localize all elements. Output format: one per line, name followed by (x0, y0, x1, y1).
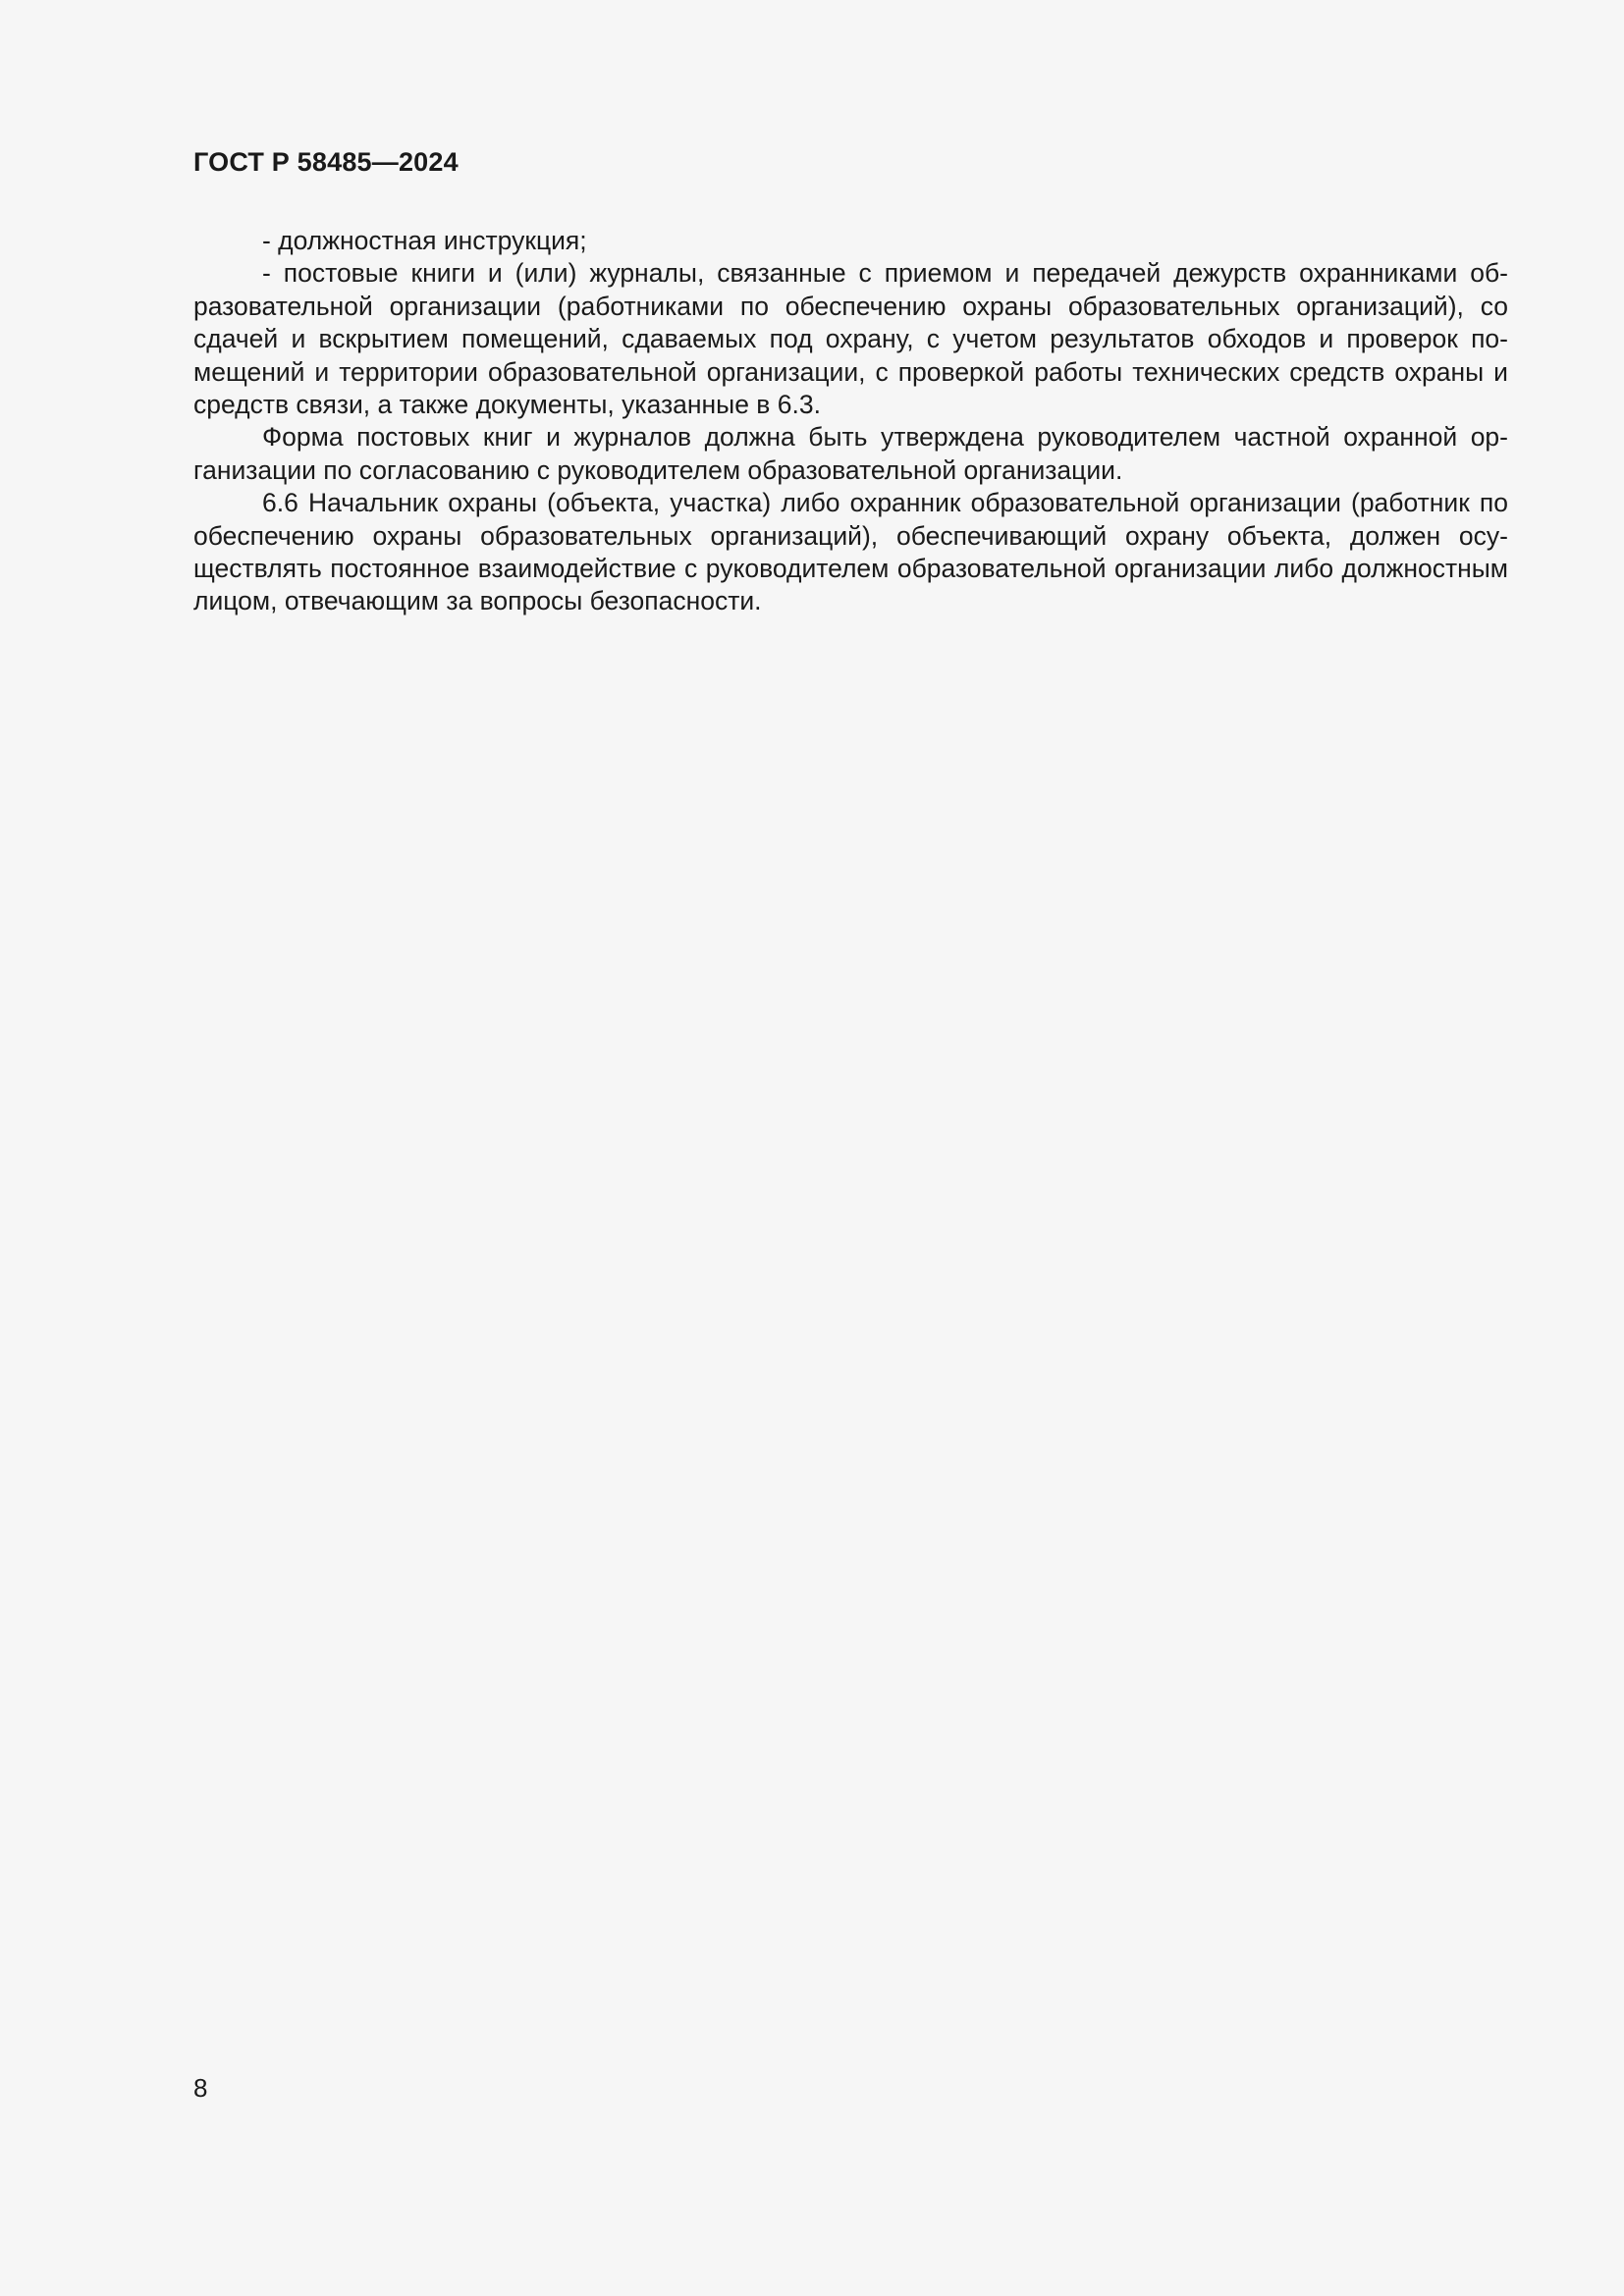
page-number: 8 (193, 2073, 208, 2103)
document-code-header: ГОСТ Р 58485—2024 (193, 147, 459, 177)
list-item-job-instruction: - должностная инструкция; (262, 226, 587, 255)
list-item-post-books: - постовые книги и (или) журналы, связанные с приемом и передачей дежурств охранниками образовательной организации (работниками по обеспечению охраны образовательных организаций), со сдачей и вскрытием помещений, сдаваемых под охрану, с учетом результатов обходов и проверок помещений и территории образовательной организации, с проверкой работы технических средств охраны и средств связи, а также документы, указанные в 6.3. (193, 258, 1508, 420)
paragraph-form-approval: Форма постовых книг и журналов должна быть утверждена руководителем частной охранной организации по согласованию с руководителем образовательной организации. (193, 422, 1508, 485)
document-body (193, 225, 1508, 618)
clause-6-6: 6.6 Начальник охраны (объекта, участка) либо охранник образовательной организации (работник по обеспечению охраны образовательных организаций), обеспечивающий охрану объекта, должен осуществлять постоянное взаимодействие с руководителем образовательной организации либо должностным лицом, отвечающим за вопросы безопасности. (193, 488, 1508, 616)
